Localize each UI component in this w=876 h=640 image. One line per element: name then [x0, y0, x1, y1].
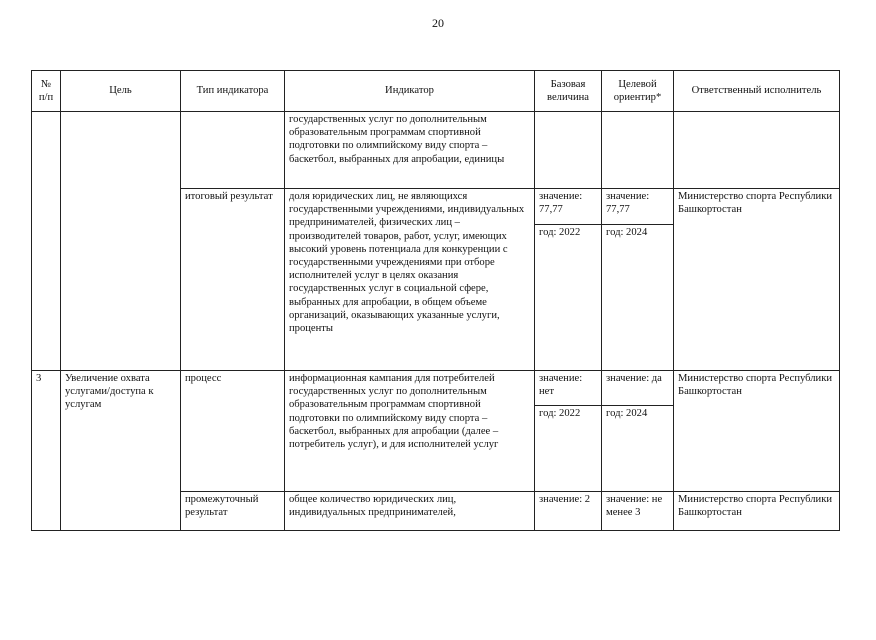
target-value-cell: значение: не менее 3: [602, 492, 674, 531]
indicator-cell: государственных услуг по дополнительным образовательным программам спортивной подготовки по олимпийскому виду спорта – баскетбол, выбранных для апробации, единицы: [285, 112, 535, 189]
table-row: [32, 112, 840, 189]
page-number: 20: [432, 16, 444, 30]
type-cell: [181, 112, 285, 189]
indicators-table: [31, 70, 840, 531]
responsible-cell: Министерство спорта Республики Башкортостан: [674, 189, 840, 371]
header-goal: Цель: [61, 71, 181, 112]
responsible-cell: Министерство спорта Республики Башкортостан: [674, 492, 840, 531]
header-type: Тип индикатора: [181, 71, 285, 112]
base-value-cell: значение: 2: [535, 492, 602, 531]
base-year-cell: год: 2022: [535, 225, 602, 371]
indicator-cell: информационная кампания для потребителей государственных услуг по дополнительным образовательным программам спортивной подготовки по олимпийскому виду спорта – баскетбол, выбранных для апробации (далее – потребитель услуг), и для исполнителей услуг: [285, 371, 535, 492]
header-num: № п/п: [32, 71, 61, 112]
type-cell: процесс: [181, 371, 285, 492]
goal-cell: [61, 112, 181, 371]
base-year-cell: год: 2022: [535, 406, 602, 492]
target-value-cell: значение: да: [602, 371, 674, 406]
base-cell: [535, 112, 602, 189]
num-cell: 3: [32, 371, 61, 531]
indicator-cell: доля юридических лиц, не являющихся государственными учреждениями, индивидуальных предпринимателей, физических лиц – производителей товаров, работ, услуг, имеющих высокий уровень потенциала для конкуренции с государственными учреждениями при отборе исполнителей услуг в целях оказания государственных услуг в социальной сфере, выбранных для апробации, в общем объеме организаций, оказывающих указанные услуги, проценты: [285, 189, 535, 371]
responsible-cell: Министерство спорта Республики Башкортостан: [674, 371, 840, 492]
target-year-cell: год: 2024: [602, 406, 674, 492]
table-row: [32, 371, 840, 406]
responsible-cell: [674, 112, 840, 189]
header-base: Базовая величина: [535, 71, 602, 112]
target-cell: [602, 112, 674, 189]
type-cell: итоговый результат: [181, 189, 285, 371]
header-target: Целевой ориентир*: [602, 71, 674, 112]
header-row: [32, 71, 840, 112]
target-year-cell: год: 2024: [602, 225, 674, 371]
header-indicator: Индикатор: [285, 71, 535, 112]
num-cell: [32, 112, 61, 371]
base-value-cell: значение: нет: [535, 371, 602, 406]
base-value-cell: значение: 77,77: [535, 189, 602, 225]
header-responsible: Ответственный исполнитель: [674, 71, 840, 112]
target-value-cell: значение: 77,77: [602, 189, 674, 225]
goal-cell: Увеличение охвата услугами/доступа к услугам: [61, 371, 181, 531]
indicator-cell: общее количество юридических лиц, индивидуальных предпринимателей,: [285, 492, 535, 531]
type-cell: промежуточный результат: [181, 492, 285, 531]
